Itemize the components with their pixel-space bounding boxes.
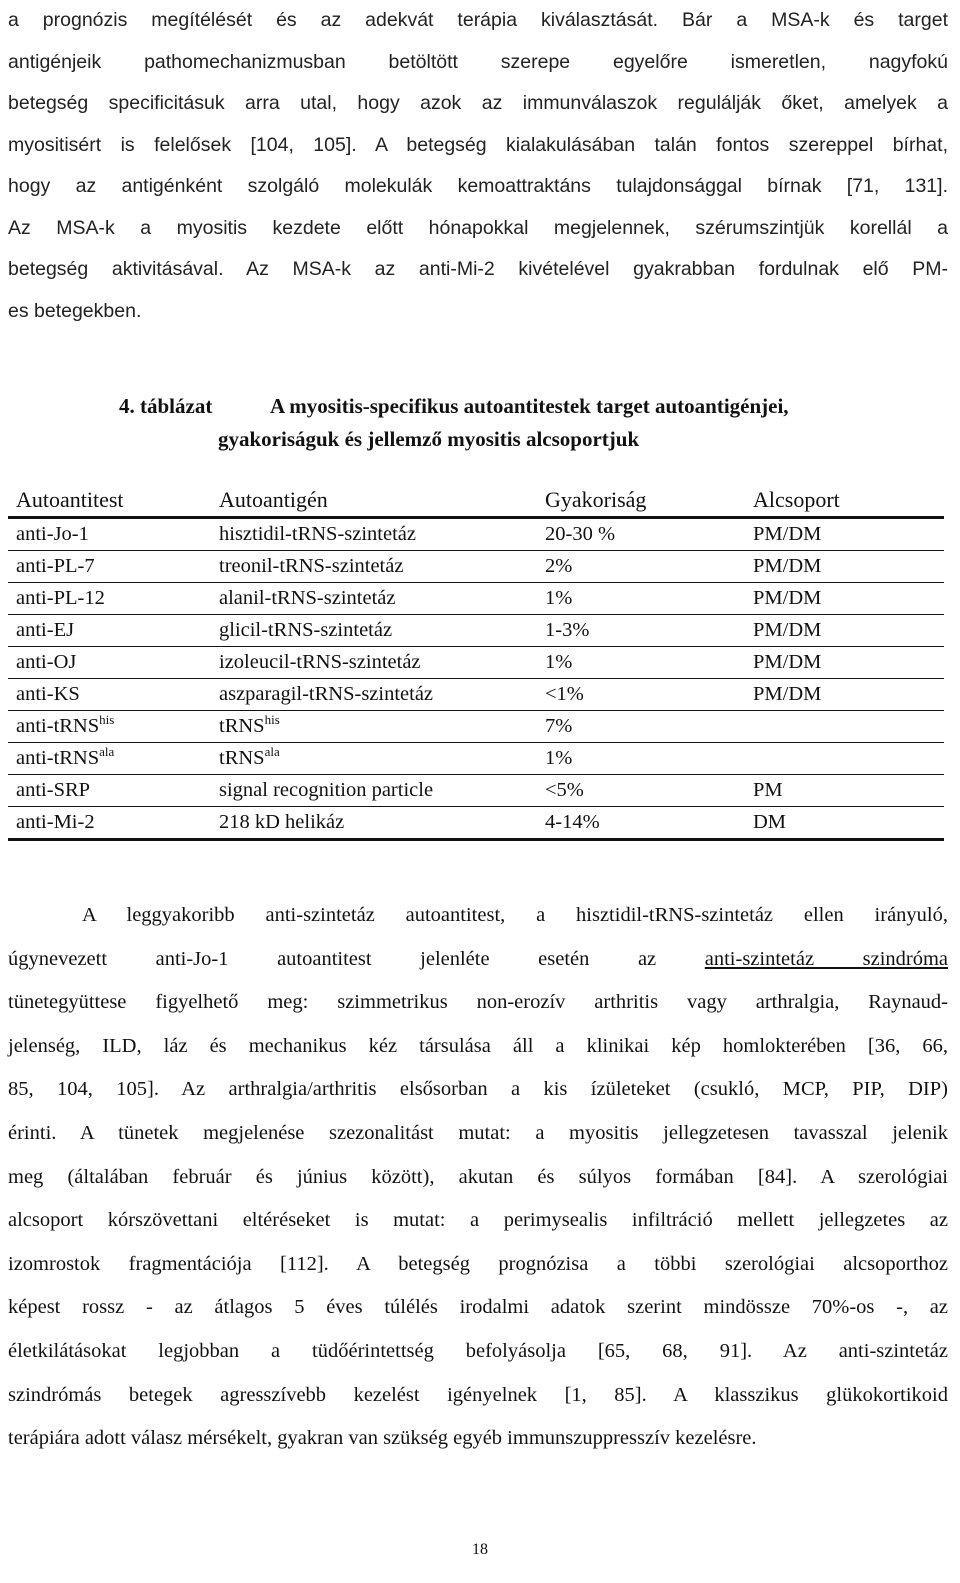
table-row	[8, 583, 944, 615]
cell-alcsoport	[745, 615, 944, 647]
table-row	[8, 518, 944, 551]
cell-gyakorisag	[537, 518, 745, 551]
cell-gyakorisag	[537, 743, 745, 775]
cell-autoantigen-text: tRNS	[219, 747, 265, 769]
table-header-row	[8, 484, 944, 518]
cell-alcsoport	[745, 775, 944, 807]
cell-autoantigen	[211, 775, 537, 807]
body-paragraph	[8, 894, 948, 1461]
cell-autoantitest	[8, 615, 211, 647]
cell-autoantitest	[8, 679, 211, 711]
cell-autoantitest-superscript: his	[99, 712, 115, 727]
text-line: alcsoport kórszövettani eltéréseket is mutat: a perimysealis infiltráció mellett jellegzetes az	[8, 1209, 948, 1232]
table-title-line-1: A myositis-specifikus autoantitestek target autoantigénjei,	[270, 394, 789, 418]
cell-autoantigen-text: alanil-tRNS-szintetáz	[219, 587, 396, 609]
cell-alcsoport	[745, 518, 944, 551]
cell-autoantitest-text: anti-PL-7	[16, 555, 95, 577]
cell-autoantigen	[211, 679, 537, 711]
cell-autoantitest	[8, 711, 211, 743]
text-line: érinti. A tünetek megjelenése szezonalitást mutat: a myositis jellegzetesen tavasszal jelenik	[8, 1121, 948, 1144]
cell-autoantigen	[211, 583, 537, 615]
text-line: a prognózis megítélését és az adekvát terápia kiválasztását. Bár a MSA-k és target	[8, 9, 948, 31]
cell-gyakorisag-text: 7%	[545, 715, 573, 737]
cell-autoantitest-text: anti-SRP	[16, 779, 91, 801]
cell-alcsoport-text: DM	[753, 811, 787, 833]
cell-autoantitest	[8, 583, 211, 615]
cell-autoantigen-text: treonil-tRNS-szintetáz	[219, 555, 404, 577]
cell-autoantigen	[211, 615, 537, 647]
cell-autoantitest-text: anti-EJ	[16, 619, 75, 641]
header-autoantigen: Autoantigén	[219, 487, 328, 512]
text-line: szindrómás betegek agresszívebb kezelést igényelnek [1, 85]. A klasszikus glükokortikoid	[8, 1383, 948, 1406]
table-row	[8, 679, 944, 711]
cell-autoantigen	[211, 551, 537, 583]
table-row	[8, 711, 944, 743]
cell-gyakorisag-text: 2%	[545, 555, 573, 577]
cell-autoantigen-superscript: his	[264, 712, 280, 727]
text-line: Az MSA-k a myositis kezdete előtt hónapokkal megjelennek, szérumszintjük korellál a	[8, 216, 948, 239]
cell-gyakorisag-text: 20-30 %	[545, 523, 616, 545]
table-number: 4. táblázat	[119, 394, 213, 418]
header-autoantitest: Autoantitest	[16, 487, 124, 512]
cell-gyakorisag	[537, 711, 745, 743]
cell-gyakorisag-text: 1%	[545, 651, 573, 673]
cell-gyakorisag	[537, 551, 745, 583]
cell-autoantitest-text: anti-Jo-1	[16, 523, 89, 545]
cell-autoantitest	[8, 518, 211, 551]
cell-alcsoport	[745, 807, 944, 840]
text-line: izomrostok fragmentációja [112]. A betegség prognózisa a többi szerológiai alcsoporthoz	[8, 1252, 948, 1275]
cell-autoantitest-text: anti-Mi-2	[16, 811, 95, 833]
cell-gyakorisag-text: <1%	[545, 683, 584, 705]
cell-alcsoport-text: PM/DM	[753, 555, 822, 577]
cell-alcsoport-text: PM/DM	[753, 619, 822, 641]
cell-gyakorisag	[537, 647, 745, 679]
text-line: életkilátásokat legjobban a tüdőérintettség befolyásolja [65, 68, 91]. Az anti-szintetáz	[8, 1339, 948, 1362]
text-line: betegség specificitásuk arra utal, hogy azok az immunválaszok regulálják őket, amelyek a	[8, 92, 948, 114]
cell-alcsoport	[745, 711, 944, 743]
table-title-line-2: gyakoriságuk és jellemző myositis alcsoportjuk	[218, 427, 640, 451]
cell-autoantigen	[211, 807, 537, 840]
cell-autoantitest-text: anti-tRNS	[16, 747, 100, 769]
cell-gyakorisag-text: 4-14%	[545, 811, 600, 833]
table-row	[8, 743, 944, 775]
cell-autoantitest	[8, 743, 211, 775]
table-row	[8, 615, 944, 647]
table-row	[8, 775, 944, 807]
underlined-term: anti-szintetáz szindróma	[704, 947, 949, 970]
cell-autoantigen-text: 218 kD helikáz	[219, 811, 345, 833]
cell-autoantitest-text: anti-tRNS	[16, 715, 100, 737]
cell-gyakorisag-text: 1%	[545, 747, 573, 769]
cell-gyakorisag	[537, 615, 745, 647]
page-number: 18	[472, 1541, 488, 1558]
cell-autoantigen-text: glicil-tRNS-szintetáz	[219, 619, 393, 641]
cell-autoantigen-text: aszparagil-tRNS-szintetáz	[219, 683, 434, 705]
cell-autoantitest	[8, 807, 211, 840]
cell-gyakorisag	[537, 583, 745, 615]
table-row	[8, 807, 944, 840]
cell-gyakorisag-text: 1%	[545, 587, 573, 609]
cell-gyakorisag	[537, 807, 745, 840]
cell-gyakorisag-text: <5%	[545, 779, 584, 801]
cell-autoantigen	[211, 518, 537, 551]
text-line: képest rossz - az átlagos 5 éves túlélés irodalmi adatok szerint mindössze 70%-os -, az	[8, 1296, 948, 1319]
text-line	[8, 938, 948, 982]
cell-autoantigen-text: tRNS	[219, 715, 265, 737]
text-segment: úgynevezett anti-Jo-1 autoantitest jelenléte esetén az	[8, 947, 657, 970]
cell-alcsoport	[745, 647, 944, 679]
cell-alcsoport-text: PM	[753, 779, 783, 801]
header-alcsoport: Alcsoport	[753, 487, 840, 512]
cell-autoantigen	[211, 647, 537, 679]
cell-autoantigen-text: signal recognition particle	[219, 779, 434, 801]
cell-alcsoport	[745, 583, 944, 615]
header-gyakorisag: Gyakoriság	[545, 487, 647, 512]
text-line: antigénjeik pathomechanizmusban betöltött szerepe egyelőre ismeretlen, nagyfokú	[8, 50, 948, 73]
cell-alcsoport-text: PM/DM	[753, 587, 822, 609]
cell-autoantitest-superscript: ala	[99, 744, 115, 759]
cell-alcsoport	[745, 679, 944, 711]
text-line: tünetegyüttese figyelhető meg: szimmetrikus non-erozív arthritis vagy arthralgia, Raynaud-	[8, 991, 948, 1014]
cell-autoantigen-text: izoleucil-tRNS-szintetáz	[219, 651, 421, 673]
text-line: myositisért is felelősek [104, 105]. A betegség kialakulásában talán fontos szereppel bírhat,	[8, 133, 948, 156]
cell-autoantitest	[8, 647, 211, 679]
cell-alcsoport	[745, 743, 944, 775]
cell-autoantigen	[211, 711, 537, 743]
cell-autoantigen-superscript: ala	[264, 744, 280, 759]
cell-autoantitest	[8, 775, 211, 807]
cell-autoantitest-text: anti-PL-12	[16, 587, 105, 609]
cell-alcsoport-text: PM/DM	[753, 683, 822, 705]
cell-autoantitest-text: anti-OJ	[16, 651, 77, 673]
cell-autoantitest	[8, 551, 211, 583]
cell-gyakorisag	[537, 679, 745, 711]
cell-autoantigen	[211, 743, 537, 775]
table-row	[8, 647, 944, 679]
text-line: jelenség, ILD, láz és mechanikus kéz társulása áll a klinikai kép homlokterében [36, 66,	[8, 1034, 948, 1057]
cell-alcsoport-text: PM/DM	[753, 523, 822, 545]
text-line: es betegekben.	[8, 299, 142, 322]
text-line: hogy az antigénként szolgáló molekulák kemoattraktáns tulajdonsággal bírnak [71, 131].	[8, 175, 948, 197]
text-line: betegség aktivitásával. Az MSA-k az anti-Mi-2 kivételével gyakrabban fordulnak elő PM-	[8, 258, 948, 280]
table-row	[8, 551, 944, 583]
cell-autoantitest-text: anti-KS	[16, 683, 80, 705]
cell-gyakorisag-text: 1-3%	[545, 619, 590, 641]
text-line: meg (általában február és június között), akutan és súlyos formában [84]. A szerológiai	[8, 1165, 948, 1188]
cell-gyakorisag	[537, 775, 745, 807]
text-line: 85, 104, 105]. Az arthralgia/arthritis elsősorban a kis ízületeket (csukló, MCP, PIP, DIP)	[8, 1078, 948, 1101]
cell-alcsoport	[745, 551, 944, 583]
cell-alcsoport-text: PM/DM	[753, 651, 822, 673]
autoantibody-table	[8, 484, 944, 841]
text-line: A leggyakoribb anti-szintetáz autoantitest, a hisztidil-tRNS-szintetáz ellen irányuló,	[82, 904, 948, 926]
text-line: terápiára adott válasz mérsékelt, gyakran van szükség egyéb immunszuppresszív kezelésre.	[8, 1427, 757, 1450]
cell-autoantigen-text: hisztidil-tRNS-szintetáz	[219, 523, 416, 545]
intro-paragraph	[8, 0, 948, 332]
